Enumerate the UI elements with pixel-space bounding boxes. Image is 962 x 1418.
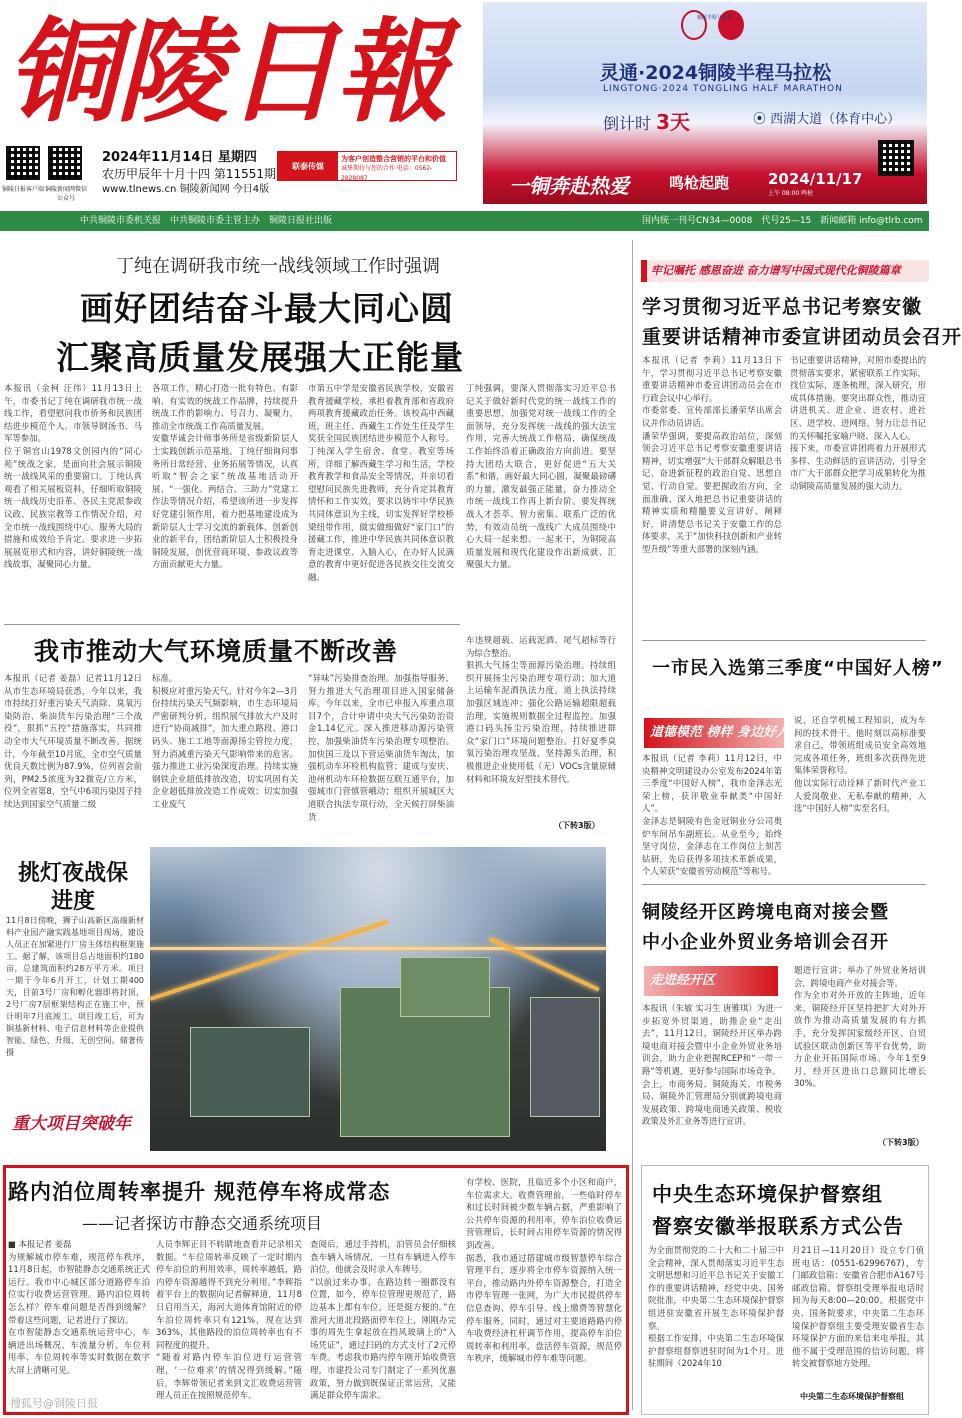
- air-column-3: “异味”污染排查治理。加强指导服务，努力推进大气治理项目进入国家储备库。今年以来，全市已申报入库重点项目7个，合计申请中央大气污染防治资金1.14亿元。深入推进移动源污染管控，加强柴油货车污染治理专项整治。加快国三及以下营运柴油货车淘汰，加强机动车环检机构监管；建成与安庆、池州机动车环检数据互联互通平台，加强城市门营慎管峨动；组织开展城区大道联合执法专项行动，全天候打屏柴油货: [308, 673, 454, 822]
- air-headline[interactable]: 我市推动大气环境质量不断改善: [34, 637, 399, 666]
- column-divider: [632, 240, 633, 1410]
- article-3-headline-2[interactable]: 中小企业外贸业务培训会召开: [642, 932, 889, 953]
- parking-column-1: ■ 本报记者 姜磊 为规解城市停车难，规范停车秩序，11月8日起，市智能静态交通系统正式运行。我市中心城区部分道路停车泊位实行收费运营管理。路内泊位周转怎么样？停车难问题是否得到缓解？带着这些问题，记者进行了探访。 在市智能静态交通系统运营中心，车辆进出场概况、车流量分析、车位利用率、车位周转率等实时数据在数字大屏上清晰可见。: [8, 1239, 150, 1375]
- lead-column-4: 丁纯强调，要深入贯彻落实习近平总书记关于做好新时代党的统一战线工作的重要思想，加强党对统一战线工作的全面领导，充分发挥统一战线的强大法宝作用，完善大统战工作格局，确保统战工作始终沿着正确政治方向前进。要坚持大团结大联合，更好促进“五大关系”和谐，画好最大同心圆，凝聚最磅礴的力量，激发最强正能量，奋力推动全市统一战线工作再上新台阶。要发挥统战人才荟萃、智力密集、联系广泛的优势，有效动员统一战线广大成员围绕中心大局一起来想、一起来干，为铜陵高质量发展和现代化建设作出新成就、汇聚强大力量。: [466, 383, 616, 570]
- lead-column-3: 市第五中学是安徽省民族学校，安徽省教育援藏学校，承担着教育部和省政府两项教育援藏政治任务。该校高中西藏班，班主任、西藏生工作处生任及学生奖获全国民族团结进步模范个人称号。丁纯深入学生宿舍、食堂、教室等场所，详细了解西藏生学习和生活，学校教育教学和食品安全等情况，并亲切看望慰问民族先进教师，充分肯定其教育情怀和工作实效，要求以铸牢中华民族共同体意识为主线，切实发挥好学校桥梁纽带作用，做实做细做好“家门口”的援藏工作，推进中华民族共同体意识教育走进课堂、入脑入心，在办好人民满意的教育中更好促进各民族交往交流交融。: [308, 383, 454, 582]
- notice-headline-2[interactable]: 督察安徽举报联系方式公告: [652, 1214, 904, 1238]
- ad-time: 上午 08:00 鸣枪: [768, 190, 814, 197]
- notice-column-1: 为全面贯彻党的二十大和二十届三中全会精神，深入贯彻落实习近平生态文明思想和习近平总书记关于安徽工作的重要讲话精神，经党中央、国务院批准，中央第二生态环境保护督察组进驻安徽省开展生态环境保护督察。 根据工作安排，中央第二生态环境保护督察组督察进驻时间为1个月。进驻期间（2024年10: [648, 1245, 784, 1369]
- project-badge: 重大项目突破年: [12, 1114, 131, 1134]
- divider: [4, 624, 460, 625]
- article-1-column-1: 本报讯（记者 李莉）11月13日下午，学习贯彻习近平总书记考察安徽重要讲话精神市委宣讲团动员会在市行政会议中心举行。 市委常委、宣传部部长潘荣华出席会议并作动员讲话。 潘荣华强调，要提高政治站位，深刻领会习近平总书记考察安徽重要讲话精神，切实增强“大干部群众解眼总书记、奋进新征程的政治自觉、思想自觉、行动自觉。要把握政治方向，全面准确、深入地把总书记重要讲话的精神实质和精髓要义宣讲好、阐释好，讲清楚总书记关于安徽工作的总体要求，关于“加快科技创新和产业转型升级”等重大部署的深刻内涵。: [642, 355, 782, 554]
- lead-kicker: 丁纯在调研我市统一战线领域工作时强调: [116, 256, 440, 277]
- publisher-bar: [0, 211, 929, 231]
- lead-column-2: 各项工作，精心打造一批有特色、有影响、有实效的统战工作品牌，持续提升统战工作的影响力、号召力、凝聚力，推动全市统战工作高质量发展。 安徽华诚会计师事务所是省级新阶层人士实践创新示范基地。丁纯仔细询问事务所日常经营、业务拓展等情况，认真听取“智会之家”统战基地活动开展、“一强化、两结合、三助力”党建工作法等情况介绍，希望该所进一步发挥好党建引领作用，着力把基地建设成为新阶层人士学习交流的新载体、创新创业的新平台，团结新阶层人士积极投身铜陵发展，创优营商环境、参政议政等方面贡献更大力量。: [152, 383, 298, 570]
- qr-code-icon: [878, 140, 914, 176]
- marathon-ad[interactable]: [483, 2, 927, 204]
- parking-headline[interactable]: 路内泊位周转率提升 规范停车将成常态: [8, 1180, 391, 1204]
- watermark: 搜狐号@铜陵日报: [10, 1397, 98, 1410]
- newspaper-logo: 铜陵日報: [6, 7, 446, 138]
- article-3-column-1: 本报讯（朱敏 实习生 唐雅琪）为进一步拓宽外贸渠道，助推企业“走出去”，11月12日，铜陵经开区举办跨境电商对接会暨中小企业外贸业务培训会，助力企业把握RCEP和“一带一路”等机遇，更好参与国际市场竞争。 会上，市商务局、铜陵海关、市税务局、铜陵外汇管理局分别就跨境电商发展政策、跨境电商通关政策、税收政策及外汇业务等进行宣讲。: [642, 1003, 782, 1127]
- notice-column-2: 月21日—11月20日）设立专门值班电话：(0551-62996767)，专门邮政信箱：安徽省合肥市A167号邮政信箱。督察组受理举报电话时间为每天8:00—20:00。根据党中央、国务院要求，中央第二生态环境保护督察组主要受理安徽省生态环境保护方面的来信来电举报，其他不属于受理范围的信访问题，将转交被督察地方处理。: [792, 1245, 924, 1369]
- economic-zone-tag: 走进经开区: [644, 966, 778, 996]
- article-2-headline[interactable]: 一市民入选第三季度“中国好人榜”: [652, 658, 944, 679]
- lead-headline-2[interactable]: 汇聚高质量发展强大正能量: [56, 338, 464, 377]
- good-people-tag: 道德模范 榜样 身边好人: [644, 718, 784, 748]
- ad-date: 2024/11/17: [768, 170, 863, 188]
- ad-title: 灵通·2024铜陵半程马拉松: [600, 62, 832, 84]
- lanjiu-slogan: 为客户创造整合营销的平台和价值: [341, 155, 446, 163]
- qr-code-icon: [6, 146, 40, 180]
- ad-start: 鸣枪起跑: [669, 174, 730, 192]
- campaign-tag: 牢记嘱托 感恩奋进 奋力谱写中国式现代化铜陵篇章: [641, 260, 929, 282]
- publisher-info: 中共铜陵市委机关报 中共铜陵市委主管主办 铜陵日报社出版: [80, 216, 333, 226]
- ad-location: ⦿ 西湖大道（体育中心）: [753, 112, 901, 127]
- qr-label: 铜陵日报客户端: [1, 186, 44, 193]
- article-3-headline-1[interactable]: 铜陵经开区跨境电商对接会暨: [642, 902, 889, 923]
- parking-column-2: 人员李辉正目不转睛地查看并记录相关数据。“车位周转率反映了一定时期内停车泊位的利用效率，周转率越低，路内停车资源越得不到充分利用。”李辉指着平台上的数据向记者解释道，11月8日启用当天，海河大道体育馆附近的停车泊位周转率只有121%，现在达到363%，其他路段的泊位周转率也有不同程度的提升。 “随着对路内停车泊位进行运营管理，‘一位难求’的情况得到缓解。”随后，李辉带领记者来到文汇收费运营管理人员正在按照规范停车。: [156, 1239, 302, 1401]
- lanjiu-text: [338, 152, 456, 180]
- parking-subtitle: ——记者探访市静态交通系统项目: [82, 1214, 323, 1233]
- lunar-text: 农历甲辰年十月十四 第11551期: [102, 167, 276, 181]
- continued-note[interactable]: （下转3版）: [878, 1138, 924, 1147]
- article-2-column-1: 本报讯（记者 李莉）11月12日，中央精神文明建设办公室发布2024年第三季度“中国好人榜”，我市金泽志光荣上榜，获评敬业奉献类“中国好人”。 金泽志是铜陵有色金冠铜业分公司奥炉车间吊车副班长。从业至今，始终坚守岗位，金泽志在工作岗位上刻苦钻研，先后获得多项技术革新成果，个人荣获“安徽省劳动模范”等称号。: [642, 753, 782, 877]
- parking-column-3: 查阅后，通过手持机，泊管员会仔细核查车辆入场情况，一旦有车辆进入停车泊位，他就会及时录入车牌号。 “以前过来办事，在路边转一圈都没有位置，如今，停车位管理更规范了，路边基本上都有车位，还是挺方便的。”在淮河大道北段路面停车位上，刚刚办完事的周先生拿起放在挡风玻璃上的“入场凭证”，通过扫码的方式支付了2元停车费。考虑我市路内停车刚开始收费管理，市建投公司专门制定了一系列优惠政策，努力做到既保证正常运营，又能满足群众停车需求。: [310, 1239, 456, 1401]
- lead-column-1: 本报讯（金柯 汪伟）11月13日上午，市委书记丁纯在调研我市统一战线工作，看望慰问我市侨务和民族团结进步模范个人。市领导钢汤书、马军等参加。 位于铜官山1978文创园内的“同心苑”统战之家，是面向社会展示铜陵统一战线风采的重要窗口。丁纯认真观看了相关展板资料，仔细听取铜陵统一战线历史沿革、各民主党派参政议政、民族宗教等工作情况介绍，对全市统一战线围绕中心、服务大局的措施和成效给予肯定。要求进一步拓展展览形式和内容，讲好铜陵统一战线故事，凝聚同心力量。: [4, 383, 142, 570]
- lanjiu-ad: [277, 151, 457, 181]
- parking-column-4: 有学校、医院，且临近多个小区和商户，车位需求大。收费管理前，一些临时停车和过长时间被少数车辆占据，严重影响了公共停车资源的利用率，停车泊位收费运营管理后，长时间占用停车资源的情况得到改善。 据悉，我市通过搭建城市级智慧停车综合管理平台，逐步将全市停车资源纳入统一平台，推动路内外停车资源整合，打造全市停车管理一张网，为广大市民提供停车信息查询、停车引导、线上缴费等智慧化停车服务。同时，通过对主要道路路内停车收费经济杠杆调节作用，提高停车泊位周转率和利用率，盘活停车资源，规范停车秩序，缓解城市停车难等问题。: [466, 1177, 622, 1364]
- countdown-days: 3天: [656, 110, 691, 134]
- construction-night-photo[interactable]: [150, 847, 606, 1151]
- article-1-headline-1[interactable]: 学习贯彻习近平总书记考察安徽: [642, 296, 923, 318]
- article-3-column-2: 题进行宣讲；举办了外贸业务培训会，跨境电商产业对接会等。 作为全市对外开放的主阵地，近年来，铜陵经开区坚持把扩大对外开放作为推动高质量发展的有力抓手，充分发挥国家级经开区、自贸试验区联动创新区等平台优势，助力企业开拓国际市场。今年1至9月，经开区进出口总额同比增长30%。: [794, 965, 926, 1089]
- countdown-prefix: 倒计时: [603, 114, 652, 133]
- divider: [642, 640, 926, 641]
- date-text: 2024年11月14日 星期四: [102, 150, 257, 165]
- lanjiu-brand: 联泰传媒: [278, 152, 338, 180]
- notice-headline-1[interactable]: 中央生态环境保护督察组: [652, 1182, 883, 1206]
- article-1-column-2: 书记重要讲话精神，对照市委提出的贯彻落实要求，紧密联系工作实际，找位实际，逐条梳理，深入研究，形成具体措施。要突出群众性，推动宣讲进机关、进企业、进农村、进社区、进学校、进网络，努力让总书记的关怀嘱托家喻户晓、深入人心。 接下来，市委宣讲团将着力开展形式多样、生动鲜活的宣讲活动，引导全市广大干部群众把学习成果转化为推动铜陵高质量发展的强大动力。: [790, 355, 926, 491]
- continued-note[interactable]: （下转3版）: [554, 821, 600, 830]
- air-column-1: 本报讯（记者 姜磊）记者11月12日从市生态环境局获悉，今年以来，我市持续打好重污染天气消除、臭氧污染防治、柴油货车污染治理“三个战役”，狠抓“五控”措施落实，共同推动全市大气环境质量不断改善。据统计，今年截至10月底，全市空气质量优良天数比例为87.9%，位列省会前列，PM2.5浓度为32微克/立方米，位列全省第8，空气中6项污染因子持续达到国家空气质量二级: [4, 673, 142, 809]
- photo-title: 挑灯夜战保进度: [18, 861, 129, 914]
- notice-signature: 中央第二生态环境保护督察组: [800, 1392, 904, 1401]
- ad-countdown: [603, 106, 690, 135]
- air-column-2: 标准。 积极应对重污染天气。针对今年2—3月份持续污染天气频影响，市生态环境局严密研判分析，组织展气排放大户及时进行“协商减排”，加大重点路段、港口码头、施工工地等面源扬尘管控力度，努力消减重污染天气影响带来的危害。强力推进工业污染深度治理。持续实施钢铁企业超低排放改造，切实巩固有关企业超低排放改造工作成效；切实加强工业废气: [152, 673, 298, 809]
- lead-headline-1[interactable]: 画好团结奋斗最大同心圆: [80, 289, 454, 328]
- ad-logo-text: 铜陵半程马拉松: [697, 15, 733, 21]
- air-column-4: 车违规超载、运载泥酒、尾气超标等行为综合整治。 狠抓大气扬尘等面源污染治理。持续组织开展扬尘污染治理专项行动；加大道上运输车泥酒执法力度，道上执法持续加强区域连冲；强化公路运输超限超载治理，实施规则数据全过程监控。加强港口码头扬尘污染治理，持续推进群众“家门口”环境问题整治。打好夏季臭氧污染治理攻坚战，坚持源头治理，积极推进企业使用低（无）VOCs含量原辅材料和环境友好型技术替代。: [466, 635, 616, 784]
- article-1-headline-2[interactable]: 重要讲话精神市委宣讲团动员会召开: [642, 326, 962, 348]
- qr-label: 铜陵新闻网微信公众号: [44, 186, 87, 202]
- divider: [642, 884, 926, 885]
- article-2-column-2: 说，还自学机械工程知识，成为车间的技术骨干。他时刻以高标准要求自己，带领班组成员安全高效地完成各项任务，班组多次获得先进集体荣誉称号。 他以实际行动诠释了新时代产业工人爱岗敬业、无私奉献的精神，入选“中国好人榜”实至名归。: [794, 715, 926, 814]
- lanjiu-phone: 诚挚期待与您的合作 电话：0562-2828087: [341, 165, 433, 182]
- dateline: [102, 150, 276, 198]
- qr-code-icon: [48, 146, 82, 180]
- photo-caption: 11月8日傍晚，狮子山高新区高端新材料产业园产融实践基地项目现场，建设人员正在加紧进行厂房主体结构框架施工。据了解，该项目总占地面积约180亩，总建筑面积约28万平方米。项目一期于今年6月开工，计划工期400天，目前3号厂房和孵化器即将封顶，2号厂房7层框架结构正在施工中，预计明年7月底竣工。项目竣工后，可为铜基新材料、电子信息材料等企业提供智能、绿色、升级、无创空间。储著传 摄: [6, 916, 144, 1057]
- ad-subtitle: LINGTONG·2024 TONGLING HALF MARATHON: [603, 84, 843, 94]
- site-text: www.tlnews.cn 铜陵新闻网 今日4版: [102, 184, 270, 195]
- ad-slogan: 一铜奔赴热爱: [509, 174, 629, 198]
- publication-info: 国内统一刊号CN34—0008 代号25—15 新闻邮箱 info@tlrb.com: [642, 216, 923, 226]
